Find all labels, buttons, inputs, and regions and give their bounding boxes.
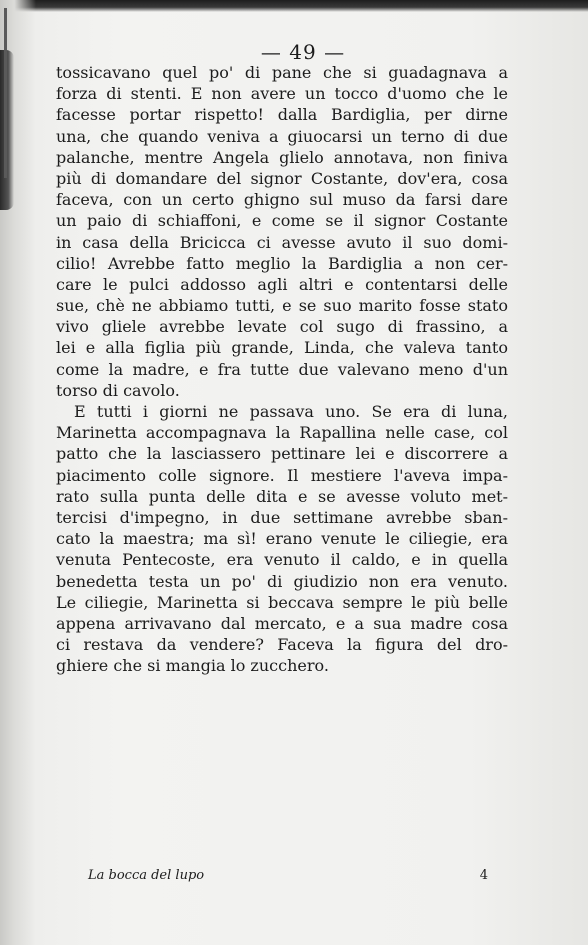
text-line: rato sulla punta delle dita e se avesse voluto met- [56,486,508,506]
text-line: ghiere che si mangia lo zucchero. [56,656,329,676]
text-line: palanche, mentre Angela glielo annotava, non finiva [56,147,508,167]
text-line: faceva, con un certo ghigno sul muso da farsi dare [56,190,508,210]
text-line: E tutti i giorni ne passava uno. Se era di luna, [74,402,508,421]
text-line: cilio! Avrebbe fatto meglio la Bardiglia a non cer- [56,253,508,273]
text-line: piacimento colle signore. Il mestiere l'aveva impa- [56,465,508,485]
text-line: Le ciliegie, Marinetta si beccava sempre le più belle [56,592,508,612]
text-line: come la madre, e fra tutte due valevano meno d'un [56,359,508,379]
top-scan-edge [0,0,588,12]
text-line: venuta Pentecoste, era venuto il caldo, e in quella [56,550,508,570]
text-line: una, che quando veniva a giuocarsi un terno di due [56,126,508,146]
left-margin-mark [4,8,7,178]
text-line: lei e alla figlia più grande, Linda, che valeva tanto [56,338,508,358]
text-line: tossicavano quel po' di pane che si guadagnava a [56,63,508,82]
text-line: appena arrivavano dal mercato, e a sua madre cosa [56,613,508,633]
text-line: Marinetta accompagnava la Rapallina nelle case, col [56,423,508,443]
text-line: più di domandare del signor Costante, dov'era, cosa [56,168,508,188]
footer-book-title: La bocca del lupo [88,868,205,883]
footer-signature-mark: 4 [479,868,488,883]
text-line: facesse portar rispetto! dalla Bardiglia, per dirne [56,105,508,125]
text-line: un paio di schiaffoni, e come se il signor Costante [56,211,508,231]
text-line: torso di cavolo. [56,380,180,400]
text-line: vivo gliele avrebbe levate col sugo di frassino, a [56,317,508,337]
text-line: ci restava da vendere? Faceva la figura del dro- [56,635,508,655]
text-line: forza di stenti. E non avere un tocco d'uomo che le [56,84,508,104]
text-line: in casa della Bricicca ci avesse avuto il suo domi- [56,232,508,252]
book-binding-shadow [0,50,14,210]
body-text [56,62,508,676]
page-footer [88,868,488,883]
text-line: tercisi d'impegno, in due settimane avrebbe sban- [56,507,508,527]
text-line: care le pulci addosso agli altri e contentarsi delle [56,274,508,294]
text-line: sue, chè ne abbiamo tutti, e se suo marito fosse stato [56,296,508,316]
text-line: benedetta testa un po' di giudizio non era venuto. [56,571,508,591]
page-number: — 49 — [260,40,346,64]
text-line: patto che la lasciassero pettinare lei e discorrere a [56,444,508,464]
text-line: cato la maestra; ma sì! erano venute le ciliegie, era [56,529,508,549]
